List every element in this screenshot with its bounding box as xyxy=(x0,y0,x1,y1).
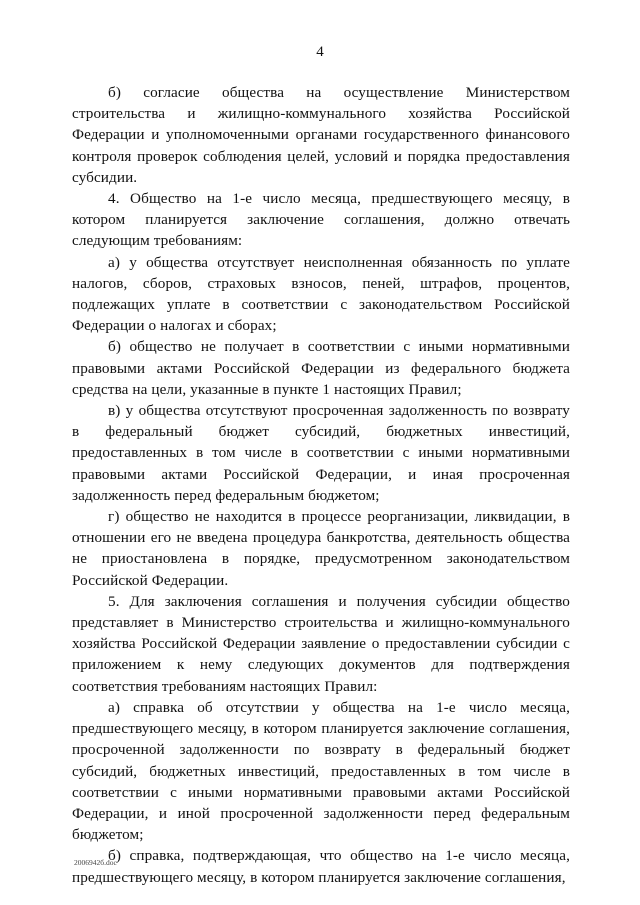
paragraph-requirement-b: б) общество не получает в соответствии с иными нормативными правовыми актами Российской Федерации из федерального бюджета средства на цели, указанные в пункте 1 настоящих Правил; xyxy=(72,338,570,398)
paragraph-requirement-v: в) у общества отсутствуют просроченная задолженность по возврату в федеральный бюджет субсидий, бюджетных инвестиций, предоставленных в том числе в соответствии с иными нормативными правовыми актами Российской Федерации, и иная просроченная задолженность перед федеральным бюджетом; xyxy=(72,402,570,504)
page-number: 4 xyxy=(316,44,324,60)
paragraph-requirements-intro: 4. Общество на 1-е число месяца, предшествующего месяцу, в котором планируется заключение соглашения, должно отвечать следующим требованиям: xyxy=(72,190,570,250)
paragraph-document-b: б) справка, подтверждающая, что общество на 1-е число месяца, предшествующего месяцу, в котором планируется заключение соглашения, xyxy=(72,847,570,886)
paragraph-requirement-g: г) общество не находится в процессе реорганизации, ликвидации, в отношении его не введена процедура банкротства, деятельность общества не приостановлена в порядке, предусмотренном законодательством Российской Федерации. xyxy=(72,508,570,589)
footer-file-code: 2006942б.doc xyxy=(74,858,117,867)
paragraph-requirement-a: а) у общества отсутствует неисполненная обязанность по уплате налогов, сборов, страховых взносов, пеней, штрафов, процентов, подлежащих уплате в соответствии с законодательством Российской Федерации о налогах и сборах; xyxy=(72,253,570,335)
paragraph-consent: б) согласие общества на осуществление Министерством строительства и жилищно-коммунального хозяйства Российской Федерации и уполномоченными органами государственного финансового контроля проверок соблюдения целей, условий и порядка предоставления субсидии. xyxy=(72,84,570,186)
paragraph-document-a: а) справка об отсутствии у общества на 1-е число месяца, предшествующего месяцу, в котором планируется заключение соглашения, просроченной задолженности по возврату в федеральный бюджет субсидий, бюджетных инвестиций, предоставленных в том числе в соответствии с иными нормативными правовыми актами Российской Федерации, и иной просроченной задолженности перед федеральным бюджетом; xyxy=(72,698,570,844)
paragraph-application: 5. Для заключения соглашения и получения субсидии общество представляет в Министерство строительства и жилищно-коммунального хозяйства Российской Федерации заявление о предоставлении субсидии с приложением к нему следующих документов для подтверждения соответствия требованиям настоящих Правил: xyxy=(72,592,570,695)
document-body xyxy=(72,82,570,888)
